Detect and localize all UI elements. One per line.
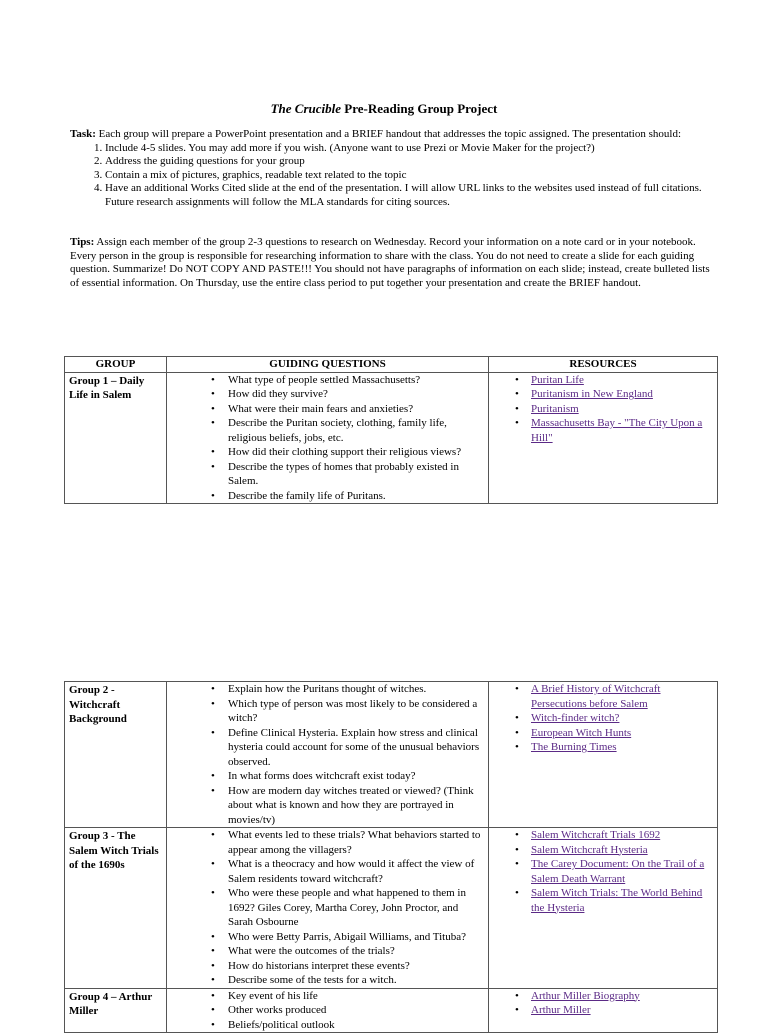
header-resources: RESOURCES [489, 357, 718, 373]
question-list [171, 373, 484, 504]
resource-link[interactable]: Puritanism [531, 402, 579, 415]
task-item: 2. Address the guiding questions for your group [105, 155, 710, 169]
task-item: 3. Contain a mix of pictures, graphics, readable text related to the topic [105, 169, 710, 183]
tips-label: Tips: [70, 236, 95, 248]
resource-list [493, 682, 713, 755]
resource-link[interactable]: Salem Witchcraft Hysteria [531, 843, 648, 856]
question-list [171, 682, 484, 827]
group-table-2 [64, 681, 718, 1033]
task-section [70, 128, 710, 209]
resource-link[interactable]: Salem Witch Trials: The World Behind the Hysteria [531, 887, 703, 914]
resource-link[interactable]: The Burning Times [531, 741, 617, 753]
resource-link[interactable]: Puritan Life [531, 373, 584, 386]
list-item: • Who were Betty Parris, Abigail Williams, and Tituba? [228, 930, 484, 945]
list-item: • Which type of person was most likely to be considered a witch? [228, 697, 484, 726]
list-item: • What were the outcomes of the trials? [228, 944, 484, 959]
group-table-1 [64, 356, 718, 504]
list-item: • Describe the Puritan society, clothing, family life, religious beliefs, jobs, etc. [228, 416, 484, 445]
group-name: Group 1 – Daily Life in Salem [65, 372, 167, 504]
list-item: • Describe the family life of Puritans. [228, 489, 484, 504]
task-list [70, 142, 710, 210]
resource-link[interactable]: Salem Witchcraft Trials 1692 [531, 829, 661, 841]
list-item: • In what forms does witchcraft exist today? [228, 769, 484, 784]
group-name: Group 3 - The Salem Witch Trials of the 1690s [65, 828, 167, 989]
list-item: • What type of people settled Massachusetts? [228, 373, 484, 388]
resource-link[interactable]: Witch-finder witch? [531, 712, 620, 724]
task-item: 4. Have an additional Works Cited slide at the end of the presentation. I will allow URL links to the websites used instead of full citations. Future research assignments will follow the MLA standards for citing sources. [105, 182, 710, 209]
list-item: • How do historians interpret these events? [228, 959, 484, 974]
list-item: • Who were these people and what happened to them in 1692? Giles Corey, Martha Corey, John Proctor, and Sarah Osbourne [228, 886, 484, 930]
resource-link[interactable]: European Witch Hunts [531, 726, 632, 739]
list-item: • Describe some of the tests for a witch. [228, 973, 484, 988]
list-item: • How did their clothing support their religious views? [228, 445, 484, 460]
list-item: • Key event of his life [228, 989, 484, 1004]
task-item: 1. Include 4-5 slides. You may add more if you wish. (Anyone want to use Prezi or Movie Maker for the project?) [105, 142, 710, 156]
resource-link[interactable]: Puritanism in New England [531, 388, 653, 400]
list-item: • What were their main fears and anxieties? [228, 402, 484, 417]
resource-link[interactable]: A Brief History of Witchcraft Persecutions before Salem [531, 683, 661, 710]
resource-link[interactable]: Massachusetts Bay - "The City Upon a Hill" [531, 417, 703, 444]
table-header-row [65, 357, 718, 373]
group-name: Group 4 – Arthur Miller [65, 988, 167, 1033]
table-row [65, 372, 718, 504]
tips-section [70, 236, 715, 290]
question-list [171, 828, 484, 988]
header-group: GROUP [65, 357, 167, 373]
list-item: • How are modern day witches treated or viewed? (Think about what is known and how they are portrayed in movies/tv) [228, 784, 484, 828]
list-item: • Other works produced [228, 1003, 484, 1018]
resource-list [493, 989, 713, 1018]
tips-text: Assign each member of the group 2-3 questions to research on Wednesday. Record your information on a note card or in your notebook. Every person in the group is responsible for researching information to share with the class. You do not need to create a slide for each guiding question. Summarize! Do NOT COPY AND PASTE!!! You should not have paragraphs of information on each slide; instead, create bulleted lists of essential information. On Thursday, use the entire class period to put together your presentation and create the BRIEF handout. [70, 236, 710, 289]
table-row [65, 988, 718, 1033]
task-text: Each group will prepare a PowerPoint presentation and a BRIEF handout that addresses the topic assigned. The presentation should: [95, 128, 681, 140]
resource-link[interactable]: The Carey Document: On the Trail of a Salem Death Warrant [531, 858, 705, 885]
list-item: • How did they survive? [228, 387, 484, 402]
group-name: Group 2 -Witchcraft Background [65, 682, 167, 828]
resource-link[interactable]: Arthur Miller [531, 1004, 591, 1016]
list-item: • What events led to these trials? What behaviors started to appear among the villagers? [228, 828, 484, 857]
table-row [65, 828, 718, 989]
resource-list [493, 828, 713, 915]
list-item: • Explain how the Puritans thought of witches. [228, 682, 484, 697]
question-list [171, 989, 484, 1033]
page-title: The Crucible Pre-Reading Group Project [270, 101, 498, 116]
list-item: • Describe the types of homes that probably existed in Salem. [228, 460, 484, 489]
task-label: Task: [70, 128, 96, 140]
list-item: • Define Clinical Hysteria. Explain how stress and clinical hysteria could account for some of the unusual behaviors observed. [228, 726, 484, 770]
header-guiding-questions: GUIDING QUESTIONS [167, 357, 489, 373]
resource-link[interactable]: Arthur Miller Biography [531, 989, 640, 1002]
resource-list [493, 373, 713, 446]
table-row [65, 682, 718, 828]
list-item: • Beliefs/political outlook [228, 1018, 484, 1033]
list-item: • What is a theocracy and how would it affect the view of Salem residents toward witchcraft? [228, 857, 484, 886]
